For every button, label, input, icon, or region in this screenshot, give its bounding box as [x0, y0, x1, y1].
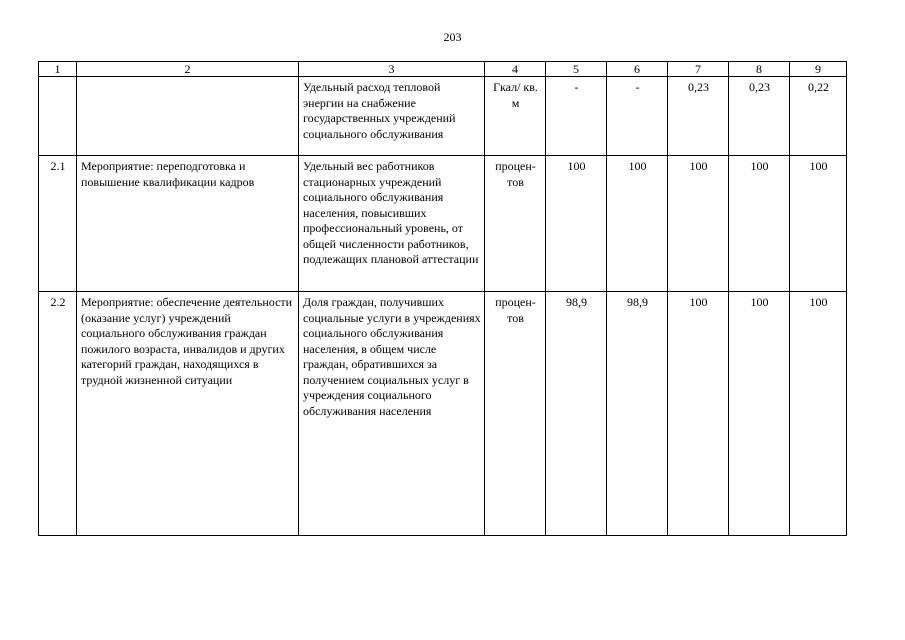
- table-row: [39, 292, 847, 536]
- page-number: 203: [443, 30, 462, 44]
- indicator-cell: Удельный расход тепловой энергии на снабжение государственных учреждений социального обслуживания: [299, 77, 485, 156]
- column-header: 7: [668, 62, 729, 77]
- value-cell: 98,9: [607, 292, 668, 536]
- value-cell: 100: [790, 156, 847, 292]
- value-cell: 100: [729, 292, 790, 536]
- unit-cell: процен-тов: [485, 156, 546, 292]
- table-row: [39, 77, 847, 156]
- row-number: [39, 77, 77, 156]
- indicator-cell: Доля граждан, получивших социальные услуги в учреждениях социального обслуживания населения, в общем числе граждан, обратившихся за получением социальных услуг в учреждения социального обслуживания населения: [299, 292, 485, 536]
- activity-cell: [77, 77, 299, 156]
- value-cell: 100: [729, 156, 790, 292]
- column-header: 8: [729, 62, 790, 77]
- value-cell: 100: [668, 292, 729, 536]
- row-number: 2.2: [39, 292, 77, 536]
- column-header: 3: [299, 62, 485, 77]
- value-cell: 100: [790, 292, 847, 536]
- value-cell: 100: [668, 156, 729, 292]
- value-cell: -: [607, 77, 668, 156]
- value-cell: -: [546, 77, 607, 156]
- column-header: 9: [790, 62, 847, 77]
- value-cell: 100: [607, 156, 668, 292]
- indicator-cell: Удельный вес работников стационарных учреждений социального обслуживания населения, повысивших профессиональный уровень, от общей численности работников, подлежащих плановой аттестации: [299, 156, 485, 292]
- value-cell: 0,22: [790, 77, 847, 156]
- table-row: [39, 156, 847, 292]
- column-header: 6: [607, 62, 668, 77]
- value-cell: 0,23: [729, 77, 790, 156]
- unit-cell: процен-тов: [485, 292, 546, 536]
- activity-cell: Мероприятие: переподготовка и повышение квалификации кадров: [77, 156, 299, 292]
- column-header: 5: [546, 62, 607, 77]
- value-cell: 100: [546, 156, 607, 292]
- column-header: 2: [77, 62, 299, 77]
- row-number: 2.1: [39, 156, 77, 292]
- column-header: 1: [39, 62, 77, 77]
- value-cell: 0,23: [668, 77, 729, 156]
- activity-cell: Мероприятие: обеспечение деятельности (оказание услуг) учреждений социального обслуживания граждан пожилого возраста, инвалидов и других категорий граждан, находящихся в трудной жизненной ситуации: [77, 292, 299, 536]
- table-header-row: [39, 62, 847, 77]
- indicators-table: [38, 61, 847, 536]
- value-cell: 98,9: [546, 292, 607, 536]
- unit-cell: Гкал/ кв. м: [485, 77, 546, 156]
- column-header: 4: [485, 62, 546, 77]
